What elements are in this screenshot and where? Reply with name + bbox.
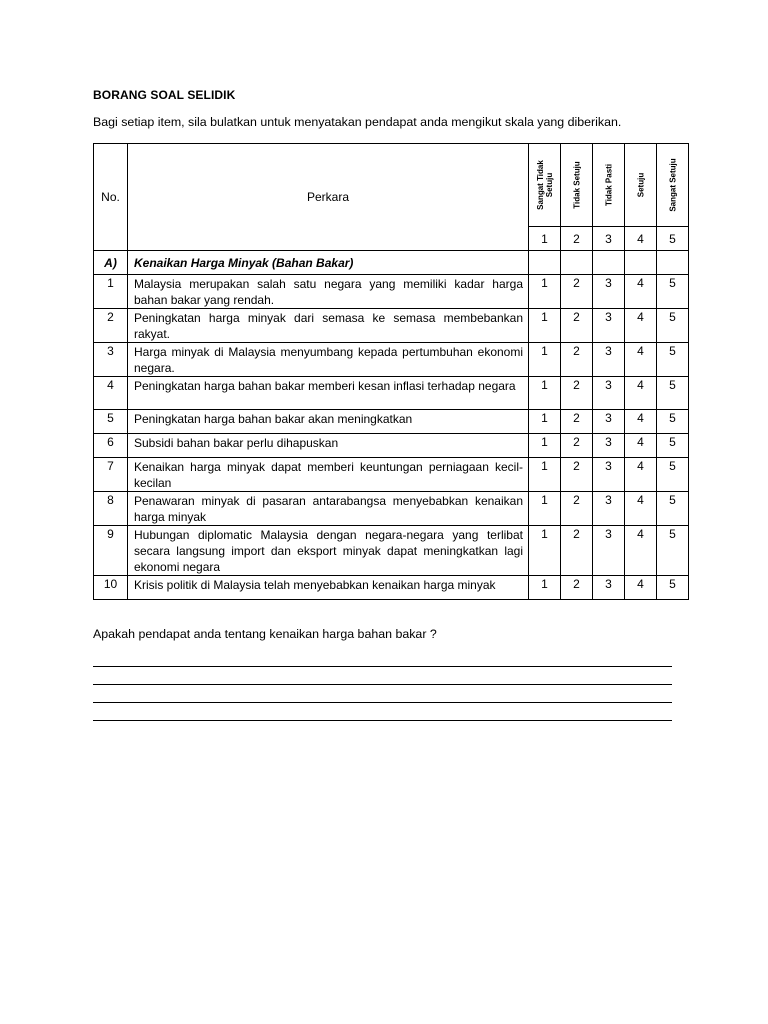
table-row: [94, 526, 689, 576]
scale-value-2: 2: [561, 227, 593, 251]
form-instruction: Bagi setiap item, sila bulatkan untuk menyatakan pendapat anda mengikut skala yang diberikan.: [93, 115, 622, 129]
table-row: [94, 434, 689, 458]
item-no: 3: [94, 343, 128, 377]
section-row: [94, 251, 689, 275]
section-no: A): [94, 251, 128, 275]
table-row: [94, 576, 689, 600]
score-option-4[interactable]: 4: [625, 492, 657, 526]
score-option-3[interactable]: 3: [593, 434, 625, 458]
item-no: 1: [94, 275, 128, 309]
scale-label-2: Tidak Setuju: [561, 144, 593, 227]
scale-label-5: Sangat Setuju: [657, 144, 689, 227]
item-no: 4: [94, 377, 128, 410]
item-text: Peningkatan harga bahan bakar memberi kesan inflasi terhadap negara: [128, 377, 529, 410]
score-option-3[interactable]: 3: [593, 377, 625, 410]
score-option-2[interactable]: 2: [561, 434, 593, 458]
score-option-4[interactable]: 4: [625, 377, 657, 410]
item-no: 7: [94, 458, 128, 492]
score-option-1[interactable]: 1: [529, 576, 561, 600]
score-option-3[interactable]: 3: [593, 458, 625, 492]
score-option-3[interactable]: 3: [593, 576, 625, 600]
score-option-5[interactable]: 5: [657, 275, 689, 309]
score-option-3[interactable]: 3: [593, 410, 625, 434]
scale-label-4: Setuju: [625, 144, 657, 227]
answer-line[interactable]: [93, 702, 672, 703]
item-no: 2: [94, 309, 128, 343]
scale-value-5: 5: [657, 227, 689, 251]
score-option-5[interactable]: 5: [657, 434, 689, 458]
score-option-2[interactable]: 2: [561, 410, 593, 434]
table-header-row: [94, 144, 689, 227]
score-option-5[interactable]: 5: [657, 526, 689, 576]
score-option-4[interactable]: 4: [625, 410, 657, 434]
scale-value-1: 1: [529, 227, 561, 251]
score-option-3[interactable]: 3: [593, 492, 625, 526]
score-option-2[interactable]: 2: [561, 458, 593, 492]
table-row: [94, 343, 689, 377]
score-option-2[interactable]: 2: [561, 275, 593, 309]
answer-line[interactable]: [93, 684, 672, 685]
section-title: Kenaikan Harga Minyak (Bahan Bakar): [128, 251, 529, 275]
score-option-1[interactable]: 1: [529, 275, 561, 309]
header-no: No.: [94, 144, 128, 251]
scale-value-4: 4: [625, 227, 657, 251]
score-option-5[interactable]: 5: [657, 576, 689, 600]
score-option-1[interactable]: 1: [529, 377, 561, 410]
item-no: 8: [94, 492, 128, 526]
item-text: Malaysia merupakan salah satu negara yang memiliki kadar harga bahan bakar yang rendah.: [128, 275, 529, 309]
score-option-4[interactable]: 4: [625, 309, 657, 343]
form-title: BORANG SOAL SELIDIK: [93, 88, 236, 102]
score-option-3[interactable]: 3: [593, 526, 625, 576]
item-text: Peningkatan harga minyak dari semasa ke semasa membebankan rakyat.: [128, 309, 529, 343]
score-option-4[interactable]: 4: [625, 576, 657, 600]
open-question: Apakah pendapat anda tentang kenaikan harga bahan bakar ?: [93, 627, 437, 641]
score-option-1[interactable]: 1: [529, 434, 561, 458]
score-option-5[interactable]: 5: [657, 309, 689, 343]
table-row: [94, 275, 689, 309]
item-text: Penawaran minyak di pasaran antarabangsa menyebabkan kenaikan harga minyak: [128, 492, 529, 526]
score-option-2[interactable]: 2: [561, 343, 593, 377]
item-text: Subsidi bahan bakar perlu dihapuskan: [128, 434, 529, 458]
scale-label-3: Tidak Pasti: [593, 144, 625, 227]
item-no: 9: [94, 526, 128, 576]
score-option-3[interactable]: 3: [593, 309, 625, 343]
score-option-2[interactable]: 2: [561, 309, 593, 343]
score-option-3[interactable]: 3: [593, 275, 625, 309]
score-option-2[interactable]: 2: [561, 492, 593, 526]
item-text: Harga minyak di Malaysia menyumbang kepada pertumbuhan ekonomi negara.: [128, 343, 529, 377]
answer-line[interactable]: [93, 720, 672, 721]
score-option-4[interactable]: 4: [625, 275, 657, 309]
item-text: Hubungan diplomatic Malaysia dengan negara-negara yang terlibat secara langsung import dan eksport minyak dapat meningkatkan lagi ekonomi negara: [128, 526, 529, 576]
score-option-2[interactable]: 2: [561, 377, 593, 410]
score-option-2[interactable]: 2: [561, 576, 593, 600]
header-perkara: Perkara: [128, 144, 529, 251]
score-option-2[interactable]: 2: [561, 526, 593, 576]
scale-label-1: Sangat Tidak Setuju: [529, 144, 561, 227]
item-text: Kenaikan harga minyak dapat memberi keuntungan perniagaan kecil-kecilan: [128, 458, 529, 492]
table-row: [94, 458, 689, 492]
table-row: [94, 492, 689, 526]
score-option-1[interactable]: 1: [529, 458, 561, 492]
score-option-1[interactable]: 1: [529, 309, 561, 343]
score-option-5[interactable]: 5: [657, 492, 689, 526]
item-no: 6: [94, 434, 128, 458]
score-option-4[interactable]: 4: [625, 458, 657, 492]
score-option-4[interactable]: 4: [625, 526, 657, 576]
score-option-4[interactable]: 4: [625, 434, 657, 458]
score-option-1[interactable]: 1: [529, 526, 561, 576]
item-text: Krisis politik di Malaysia telah menyebabkan kenaikan harga minyak: [128, 576, 529, 600]
score-option-1[interactable]: 1: [529, 343, 561, 377]
item-no: 10: [94, 576, 128, 600]
item-text: Peningkatan harga bahan bakar akan meningkatkan: [128, 410, 529, 434]
answer-line[interactable]: [93, 666, 672, 667]
table-row: [94, 410, 689, 434]
table-row: [94, 377, 689, 410]
score-option-1[interactable]: 1: [529, 410, 561, 434]
item-no: 5: [94, 410, 128, 434]
score-option-5[interactable]: 5: [657, 410, 689, 434]
scale-value-3: 3: [593, 227, 625, 251]
score-option-1[interactable]: 1: [529, 492, 561, 526]
score-option-5[interactable]: 5: [657, 377, 689, 410]
survey-table: [93, 143, 689, 600]
score-option-3[interactable]: 3: [593, 343, 625, 377]
score-option-4[interactable]: 4: [625, 343, 657, 377]
score-option-5[interactable]: 5: [657, 458, 689, 492]
table-row: [94, 309, 689, 343]
score-option-5[interactable]: 5: [657, 343, 689, 377]
